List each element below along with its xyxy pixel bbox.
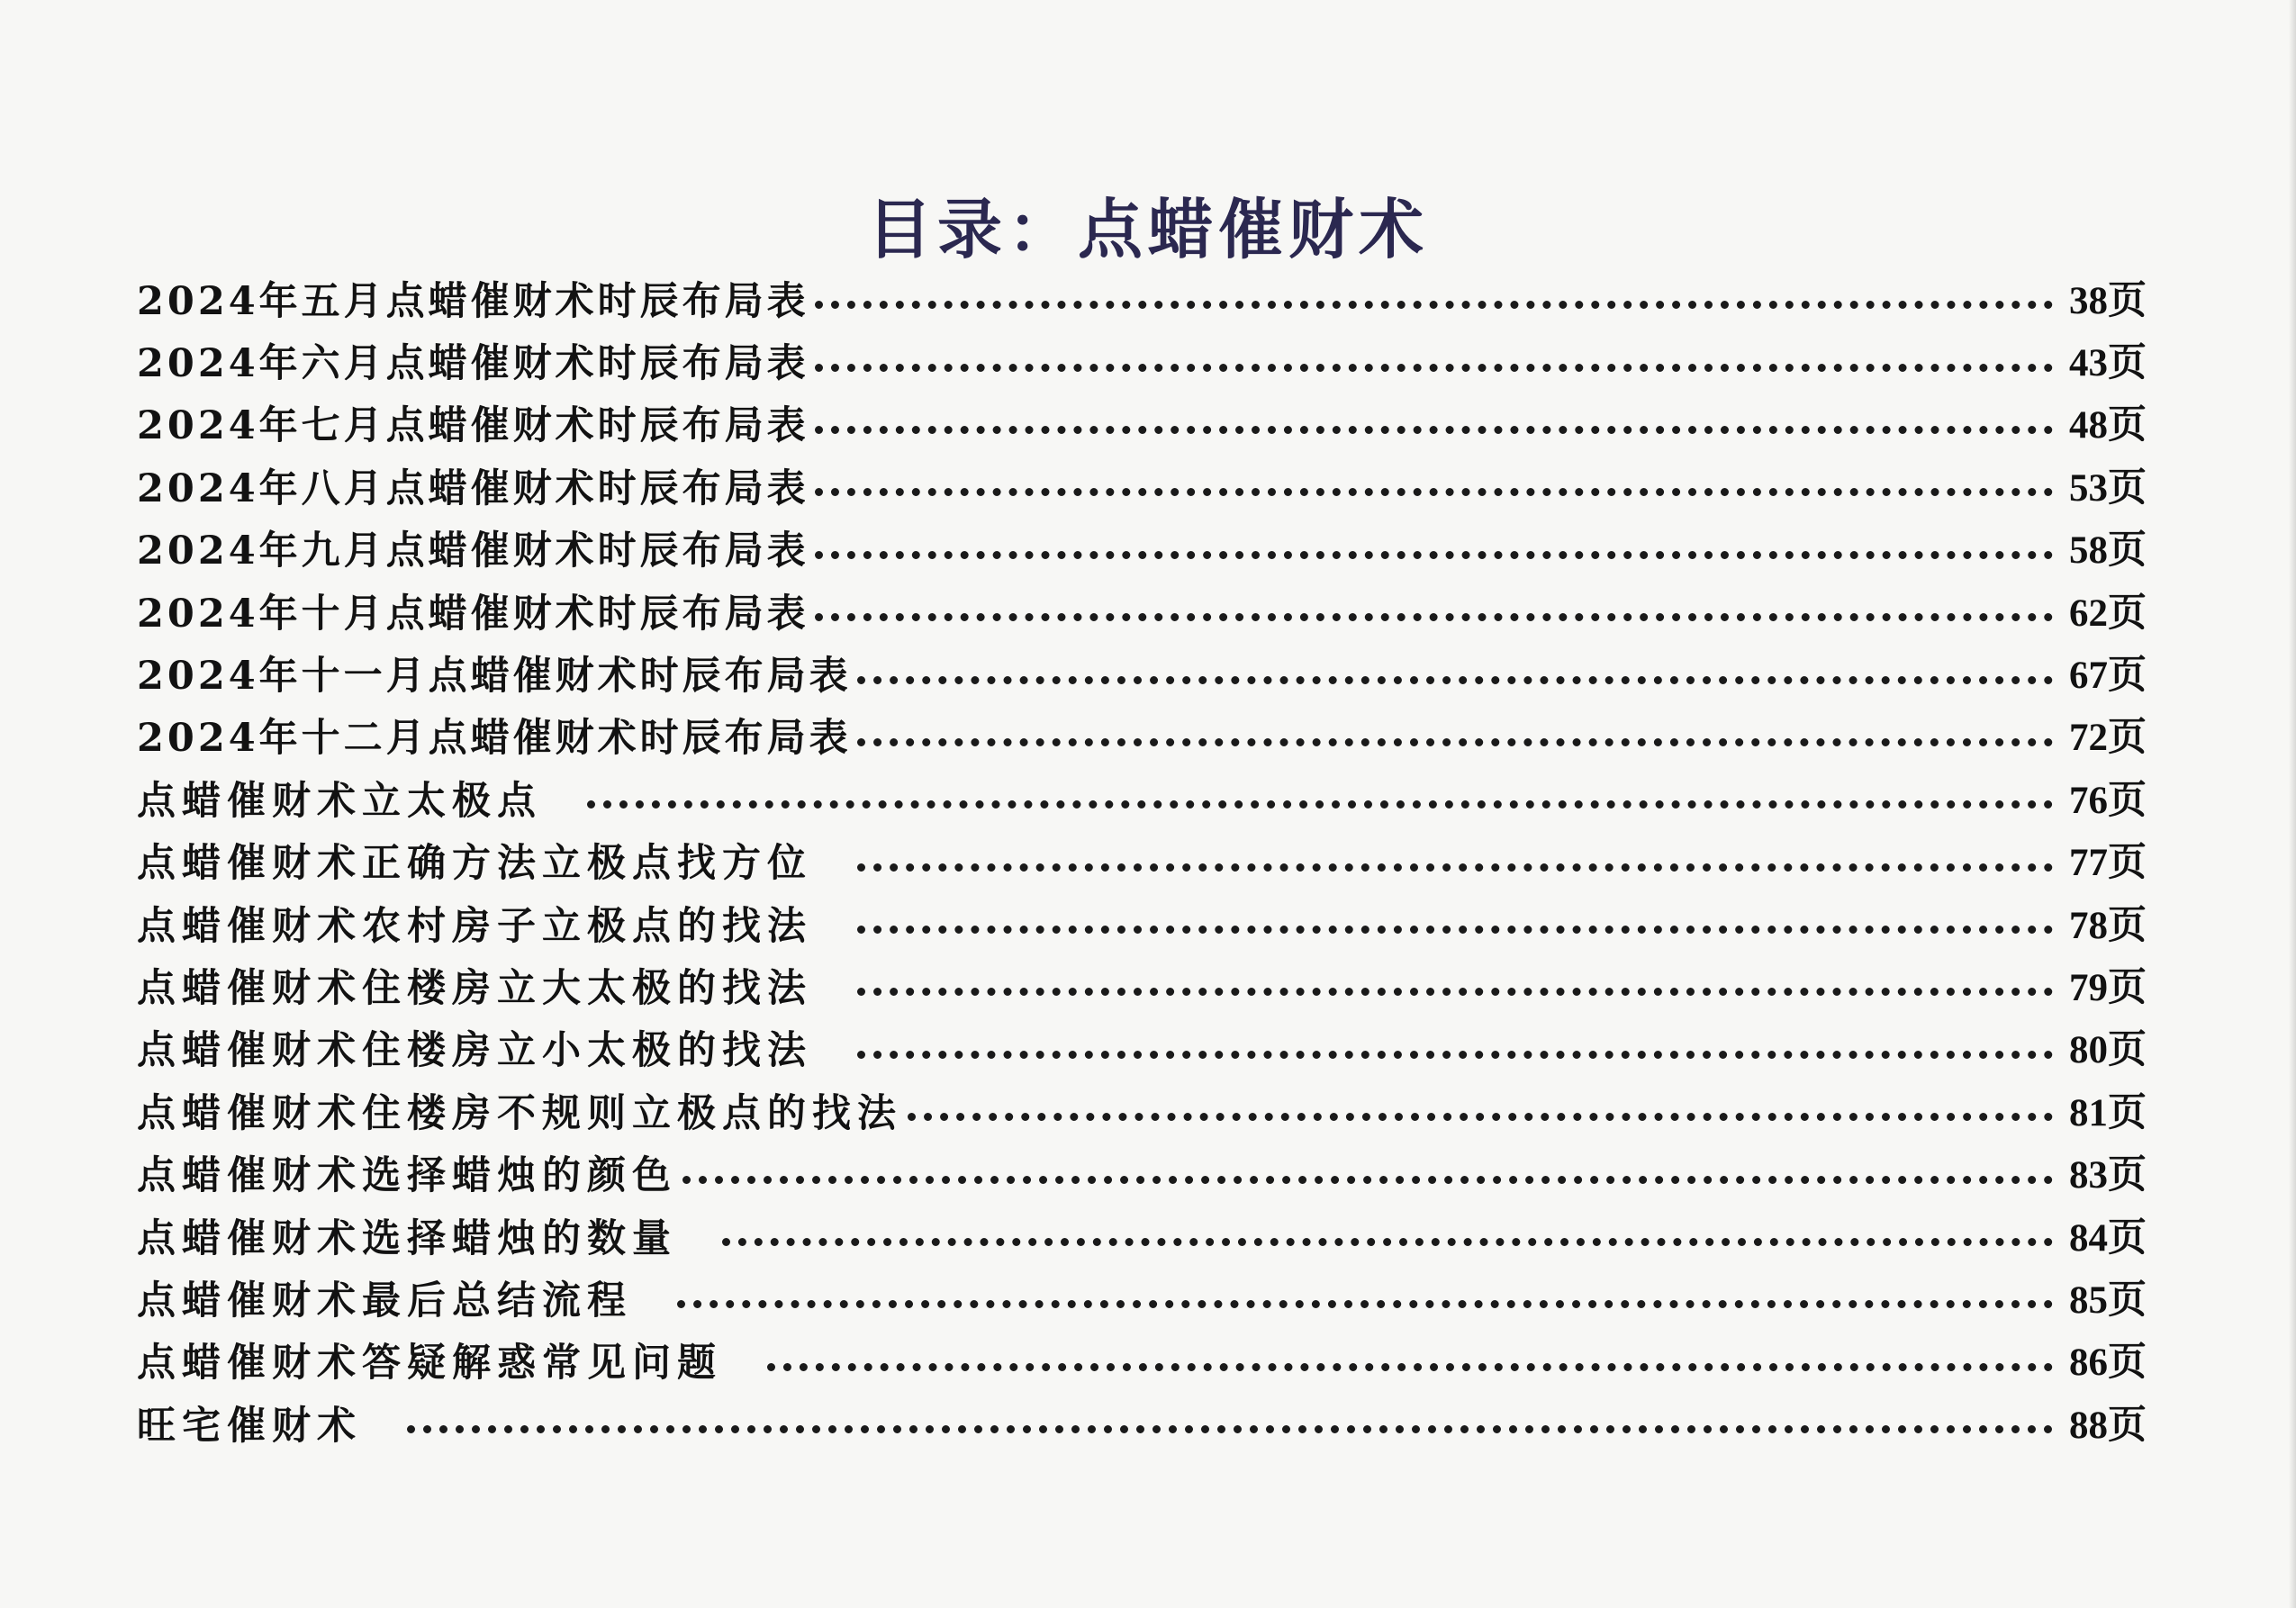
table-of-contents — [137, 270, 2163, 1457]
toc-entry-page: 62页 — [2069, 592, 2147, 635]
toc-entry-page: 58页 — [2069, 529, 2147, 573]
toc-entry-title: 2024年五月点蜡催财术时辰布局表 — [137, 278, 809, 324]
toc-entry-title: 点蜡催财术答疑解惑常见问题 — [137, 1341, 722, 1387]
dot-leader — [722, 1238, 2053, 1246]
dot-leader — [815, 613, 2053, 621]
toc-entry-page: 76页 — [2069, 779, 2147, 822]
toc-entry-page: 53页 — [2069, 466, 2147, 510]
toc-entry — [137, 395, 2163, 457]
dot-leader — [682, 1176, 2053, 1184]
toc-entry — [137, 1207, 2163, 1269]
dot-leader — [857, 738, 2053, 746]
toc-entry-page: 85页 — [2069, 1278, 2147, 1322]
toc-entry — [137, 457, 2163, 519]
toc-entry-page: 78页 — [2069, 904, 2147, 947]
dot-leader — [857, 926, 2053, 934]
toc-entry — [137, 895, 2163, 957]
toc-entry-page: 83页 — [2069, 1154, 2147, 1197]
toc-entry-page: 48页 — [2069, 404, 2147, 447]
toc-entry-page: 84页 — [2069, 1216, 2147, 1260]
toc-entry — [137, 708, 2163, 770]
toc-entry-page: 88页 — [2069, 1404, 2147, 1447]
scan-edge-shadow — [2289, 0, 2296, 1608]
toc-entry — [137, 1395, 2163, 1457]
dot-leader — [815, 301, 2053, 309]
dot-leader — [767, 1363, 2053, 1371]
toc-entry-page: 86页 — [2069, 1342, 2147, 1385]
dot-leader — [815, 551, 2053, 559]
toc-entry-title: 2024年八月点蜡催财术时辰布局表 — [137, 465, 809, 511]
page-title: 目录：点蜡催财术 — [866, 191, 1429, 267]
dot-leader — [908, 1113, 2053, 1121]
toc-entry-title: 点蜡催财术住楼房立大太极的找法 — [137, 965, 812, 1011]
toc-entry-title: 点蜡催财术选择蜡烛的颜色 — [137, 1153, 677, 1199]
toc-entry-page: 80页 — [2069, 1029, 2147, 1072]
dot-leader — [815, 488, 2053, 496]
toc-entry — [137, 645, 2163, 707]
dot-leader — [857, 1051, 2053, 1059]
toc-entry — [137, 270, 2163, 332]
dot-leader — [677, 1300, 2053, 1308]
toc-entry-title: 2024年九月点蜡催财术时辰布局表 — [137, 528, 809, 574]
toc-entry-title: 点蜡催财术农村房子立极点的找法 — [137, 903, 812, 949]
toc-entry-title: 点蜡催财术最后总结流程 — [137, 1278, 632, 1323]
toc-entry-title: 点蜡催财术住楼房不规则立极点的找法 — [137, 1090, 902, 1136]
toc-entry — [137, 1144, 2163, 1206]
toc-entry-title: 点蜡催财术选择蜡烛的数量 — [137, 1215, 677, 1261]
toc-entry-title: 2024年十月点蜡催财术时辰布局表 — [137, 591, 809, 637]
toc-entry — [137, 1020, 2163, 1082]
toc-entry-title: 点蜡催财术正确方法立极点找方位 — [137, 841, 812, 887]
toc-entry-title: 点蜡催财术立太极点 — [137, 778, 542, 824]
toc-entry — [137, 833, 2163, 895]
toc-entry-page: 72页 — [2069, 717, 2147, 760]
toc-entry — [137, 583, 2163, 645]
toc-entry-title: 点蜡催财术住楼房立小太极的找法 — [137, 1028, 812, 1074]
toc-entry-title: 2024年六月点蜡催财术时辰布局表 — [137, 341, 809, 387]
toc-entry — [137, 520, 2163, 583]
toc-entry-page: 81页 — [2069, 1091, 2147, 1134]
dot-leader — [857, 863, 2053, 872]
toc-entry — [137, 1269, 2163, 1332]
toc-entry-title: 2024年十二月点蜡催财术时辰布局表 — [137, 716, 852, 762]
toc-entry-title: 2024年十一月点蜡催财术时辰布局表 — [137, 654, 852, 700]
toc-entry — [137, 770, 2163, 832]
toc-entry-page: 38页 — [2069, 279, 2147, 322]
dot-leader — [815, 426, 2053, 434]
toc-entry-title: 2024年七月点蜡催财术时辰布局表 — [137, 403, 809, 449]
toc-entry-page: 79页 — [2069, 966, 2147, 1009]
dot-leader — [857, 676, 2053, 684]
dot-leader — [815, 364, 2053, 372]
toc-entry — [137, 1332, 2163, 1395]
dot-leader — [857, 988, 2053, 996]
dot-leader — [587, 800, 2053, 809]
toc-entry-page: 77页 — [2069, 842, 2147, 885]
toc-entry-page: 43页 — [2069, 342, 2147, 385]
toc-entry — [137, 332, 2163, 394]
toc-entry-page: 67页 — [2069, 655, 2147, 698]
toc-entry — [137, 957, 2163, 1019]
toc-entry — [137, 1082, 2163, 1144]
dot-leader — [407, 1425, 2053, 1433]
toc-entry-title: 旺宅催财术 — [137, 1403, 362, 1449]
